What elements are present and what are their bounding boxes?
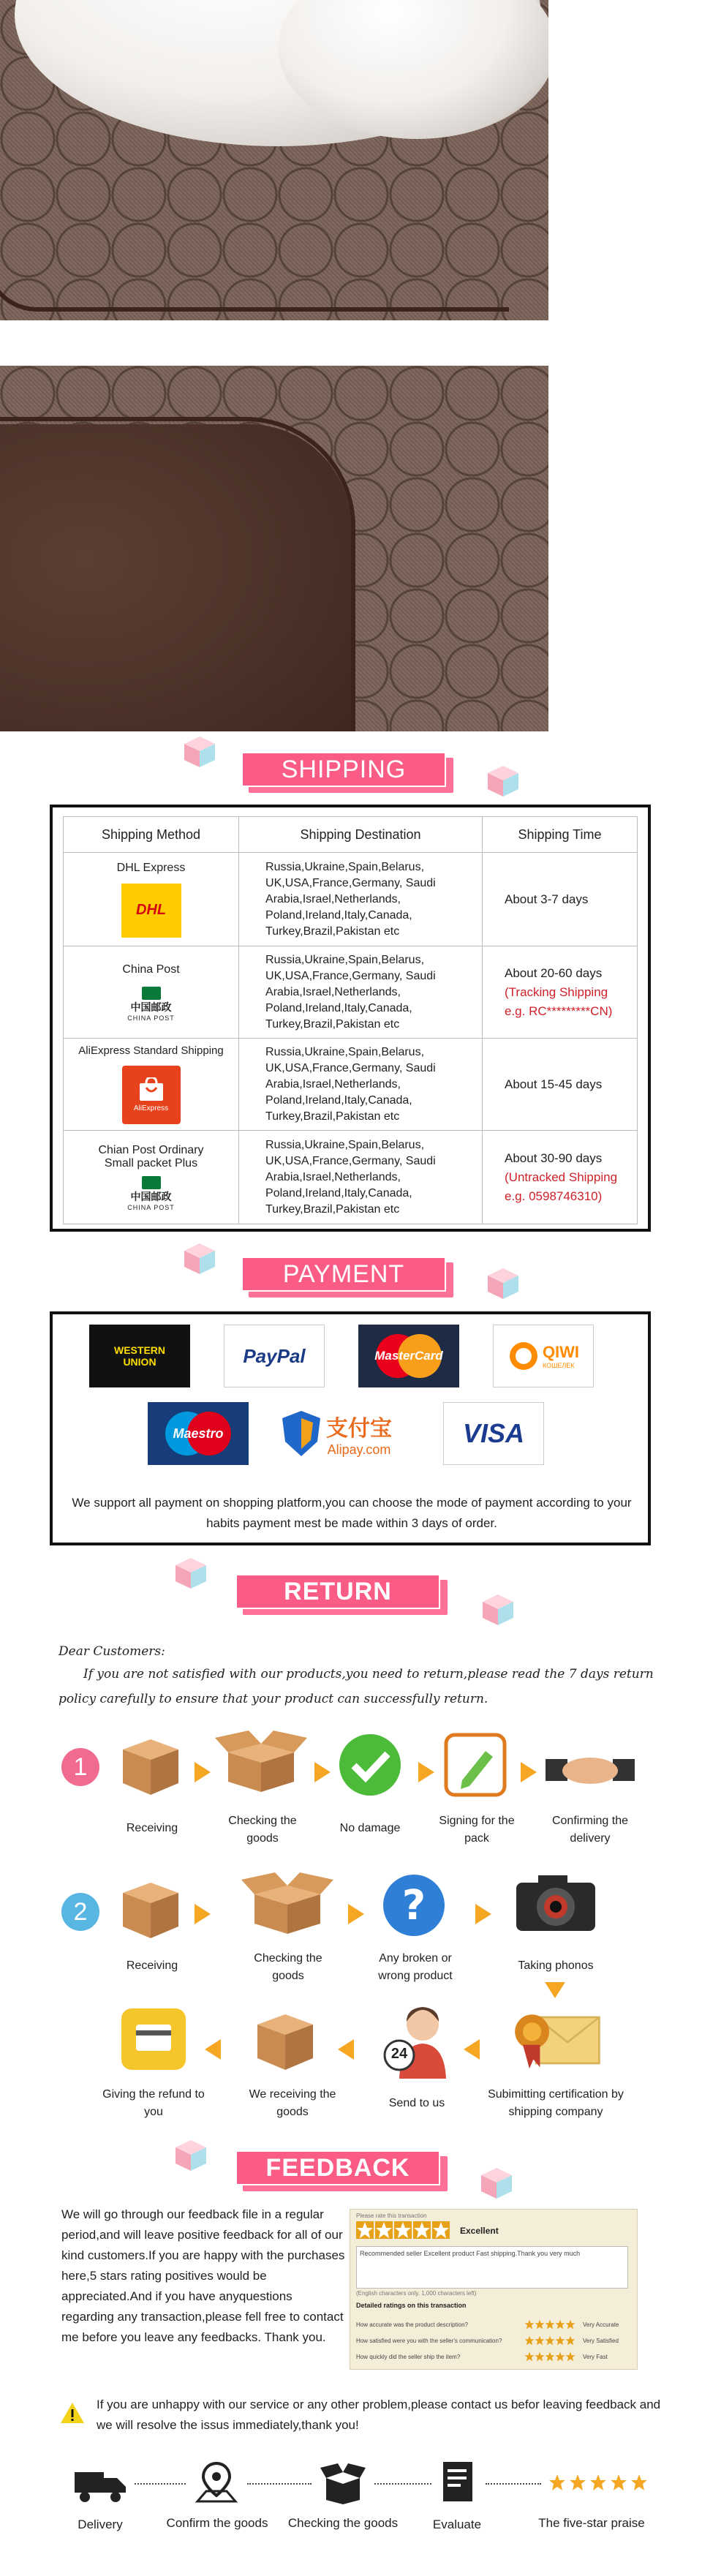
dotted-line xyxy=(247,2483,312,2485)
step-label: Taking phonos xyxy=(518,1959,594,1972)
cube-icon xyxy=(480,2166,513,2200)
shipping-note: (Tracking Shipping e.g. RC*********CN) xyxy=(505,984,613,1018)
header-destination: Shipping Destination xyxy=(239,817,483,853)
rating-stars-small xyxy=(524,2335,583,2346)
shipping-table xyxy=(63,816,638,1224)
chars-left: (English characters only. 1,000 characters left) xyxy=(356,2290,477,2297)
shipping-table-box xyxy=(50,805,651,1232)
cube-icon xyxy=(486,764,520,798)
shipping-title: SHIPPING xyxy=(281,756,407,783)
step-label: No damage xyxy=(339,1822,401,1834)
payment-note: We support all payment on shopping platform,you can choose the mode of payment according to your habits payment mest be made within 3 days of order. xyxy=(72,1496,632,1530)
comment-box xyxy=(356,2246,628,2289)
star-icon xyxy=(524,2335,535,2346)
rating-question: How satisfied were you with the seller's communication? xyxy=(356,2337,502,2344)
cube-icon xyxy=(183,1242,216,1276)
shipping-time: About 20-60 days xyxy=(505,965,603,980)
feedback-rating-panel xyxy=(350,2209,638,2370)
china-post-en: CHINA POST xyxy=(127,1203,175,1211)
arrow-left-icon xyxy=(338,2039,354,2060)
certificate-icon xyxy=(505,2004,607,2070)
star-tile xyxy=(394,2221,412,2239)
handshake-icon xyxy=(543,1736,638,1802)
shipping-note: (Untracked Shipping e.g. 0598746310) xyxy=(505,1170,618,1203)
qiwi-text-wrap xyxy=(543,1343,579,1369)
qiwi-subtext: КОШЕЛЕК xyxy=(542,1362,575,1369)
star-icon xyxy=(413,2221,431,2239)
alipay-cn: 支付宝 xyxy=(326,1416,392,1441)
arrow-down-icon xyxy=(545,1982,565,1998)
star-tile xyxy=(413,2221,431,2239)
arrow-right-icon xyxy=(348,1904,364,1924)
paypal-text: PayPal xyxy=(243,1344,306,1367)
arrow-right-icon xyxy=(195,1762,211,1782)
step-label: Checking the goods xyxy=(254,1952,322,1982)
return-banner xyxy=(235,1574,455,1615)
star-icon xyxy=(630,2474,648,2491)
step-label: Checking the goods xyxy=(228,1815,297,1845)
qiwi-icon xyxy=(507,1340,540,1372)
camera-icon xyxy=(512,1869,600,1935)
method-name: Chian Post Ordinary Small packet Plus xyxy=(98,1143,204,1170)
destination-cell: Russia,Ukraine,Spain,Belarus, UK,USA,France,Germany, Saudi Arabia,Israel,Netherlands, Poland,Ireland,Italy,Canada, Turkey,Brazil,Pakistan etc xyxy=(239,853,483,946)
star-icon xyxy=(555,2335,565,2346)
cube-icon xyxy=(486,1267,520,1300)
detailed-heading: Detailed ratings on this transaction xyxy=(356,2302,467,2309)
star-icon xyxy=(555,2351,565,2362)
maestro-text: Maestro xyxy=(173,1426,224,1441)
star-tile xyxy=(356,2221,374,2239)
visa-text: VISA xyxy=(462,1418,525,1448)
method-name: AliExpress Standard Shipping xyxy=(78,1044,224,1057)
step-label: Receiving xyxy=(126,1822,178,1834)
return-intro: If you are not satisfied with our products,you need to return,please read the 7 days return policy carefully to ensure that your product can successfully return. xyxy=(58,1667,654,1706)
step-label: Subimitting certification by shipping company xyxy=(488,2088,624,2118)
method-name: China Post xyxy=(122,963,180,976)
step-label: Giving the refund to you xyxy=(102,2088,205,2118)
shipping-time: About 3-7 days xyxy=(505,892,589,906)
dotted-line xyxy=(135,2483,186,2485)
rating-stars-small xyxy=(524,2351,583,2362)
star-icon xyxy=(565,2351,575,2362)
step-label: Signing for the pack xyxy=(439,1815,515,1845)
china-post-icon xyxy=(142,1176,161,1189)
cardboard-box-icon xyxy=(116,1875,186,1941)
flow-number-2: 2 xyxy=(61,1893,99,1931)
step-label: Receiving xyxy=(126,1959,178,1972)
china-post-cn: 中国邮政 xyxy=(130,1001,172,1013)
star-tile xyxy=(432,2221,450,2239)
cube-icon xyxy=(183,735,216,769)
rating-question: How quickly did the seller ship the item? xyxy=(356,2353,461,2360)
product-photo-top xyxy=(0,0,548,320)
star-icon xyxy=(565,2335,575,2346)
alipay-en: Alipay.com xyxy=(327,1442,391,1457)
dotted-line xyxy=(374,2483,431,2485)
shipping-banner xyxy=(241,752,461,793)
header-method: Shipping Method xyxy=(64,817,239,853)
star-icon xyxy=(545,2351,555,2362)
shield-icon xyxy=(281,1409,322,1458)
signing-pencil-icon xyxy=(440,1732,510,1798)
open-box-icon xyxy=(240,1869,335,1935)
shipping-time: About 30-90 days xyxy=(505,1150,603,1165)
cube-icon xyxy=(481,1593,515,1627)
china-post-en: CHINA POST xyxy=(127,1014,175,1022)
rating-stars-small xyxy=(524,2319,583,2330)
star-icon xyxy=(535,2319,545,2330)
svg-text:?: ? xyxy=(401,1882,426,1929)
rating-row xyxy=(356,2349,631,2365)
method-name: DHL Express xyxy=(116,861,186,874)
arrow-right-icon xyxy=(195,1904,211,1924)
star-icon xyxy=(589,2474,607,2491)
mastercard-logo xyxy=(358,1325,459,1387)
maestro-logo xyxy=(148,1402,249,1465)
dhl-logo xyxy=(121,884,181,938)
table-row xyxy=(64,946,638,1039)
open-box-outline-icon xyxy=(319,2462,367,2504)
aliexpress-logo-text: AliExpress xyxy=(133,1104,169,1112)
document-icon xyxy=(439,2459,478,2504)
rating-answer: Very Accurate xyxy=(583,2321,619,2328)
customer-service-icon xyxy=(377,1998,458,2079)
aliexpress-logo xyxy=(122,1066,181,1124)
arrow-left-icon xyxy=(205,2039,221,2060)
paypal-logo xyxy=(224,1325,325,1387)
step-label: Confirming the delivery xyxy=(551,1815,629,1845)
arrow-left-icon xyxy=(464,2039,480,2060)
warning-icon xyxy=(60,2402,85,2424)
dhl-logo-text: DHL xyxy=(135,902,167,918)
shipping-time: About 15-45 days xyxy=(505,1077,603,1091)
table-row xyxy=(64,1131,638,1224)
china-post-logo xyxy=(64,1176,238,1211)
alipay-logo xyxy=(281,1402,427,1465)
star-icon xyxy=(535,2335,545,2346)
five-star-icons xyxy=(548,2474,648,2491)
china-post-cn: 中国邮政 xyxy=(130,1190,172,1202)
star-icon xyxy=(535,2351,545,2362)
china-post-icon xyxy=(142,987,161,1000)
flow-number-1: 1 xyxy=(61,1748,99,1786)
bottom-step-label: Delivery xyxy=(78,2517,123,2531)
star-icon xyxy=(555,2319,565,2330)
badge-24: 24 xyxy=(390,2046,408,2062)
product-photo-bottom xyxy=(0,366,548,731)
rating-row xyxy=(356,2316,631,2332)
arrow-right-icon xyxy=(418,1762,434,1782)
feedback-banner xyxy=(235,2150,455,2191)
star-icon xyxy=(545,2319,555,2330)
question-mark-icon xyxy=(379,1872,449,1938)
western-union-text: WESTERN UNION xyxy=(114,1344,165,1368)
star-icon xyxy=(356,2221,374,2239)
star-icon xyxy=(610,2474,627,2491)
delivery-truck-icon xyxy=(73,2465,127,2504)
warning-text: If you are unhappy with our service or any other problem,please contact us befor leaving feedback and we will resolve the issus immediately,thank you! xyxy=(97,2398,661,2432)
step-label: Send to us xyxy=(388,2097,445,2109)
payment-title: PAYMENT xyxy=(282,1260,405,1288)
bottom-step-label: The five-star praise xyxy=(538,2516,645,2530)
star-icon xyxy=(548,2474,566,2491)
return-title: RETURN xyxy=(284,1578,392,1605)
star-icon xyxy=(565,2319,575,2330)
table-row xyxy=(64,853,638,946)
feedback-title: FEEDBACK xyxy=(265,2154,410,2182)
step-label: We receiving the goods xyxy=(249,2088,336,2118)
star-icon xyxy=(545,2335,555,2346)
panel-caption: Please rate this transaction xyxy=(356,2212,427,2219)
step-label: Any broken or wrong product xyxy=(378,1952,453,1982)
table-row xyxy=(64,1039,638,1131)
mastercard-text: MasterCard xyxy=(374,1349,443,1363)
bottom-step-label: Confirm the goods xyxy=(166,2516,268,2530)
arrow-right-icon xyxy=(475,1904,491,1924)
rating-answer: Very Fast xyxy=(583,2353,608,2360)
rating-question: How accurate was the product description? xyxy=(356,2321,468,2328)
qiwi-text: QIWI xyxy=(542,1343,580,1361)
bottom-step-label: Checking the goods xyxy=(287,2516,399,2530)
shopping-bag-icon xyxy=(137,1077,166,1102)
bottom-step-label: Evaluate xyxy=(432,2517,482,2531)
alipay-text-wrap xyxy=(326,1410,392,1458)
refund-card-icon xyxy=(118,2006,189,2071)
comment-text: Recommended seller Excellent product Fast shipping.Thank you very much xyxy=(360,2250,581,2257)
star-tile xyxy=(375,2221,393,2239)
check-circle-icon xyxy=(335,1732,405,1798)
arrow-right-icon xyxy=(314,1762,331,1782)
star-icon xyxy=(375,2221,393,2239)
star-icon xyxy=(569,2474,586,2491)
destination-cell: Russia,Ukraine,Spain,Belarus, UK,USA,France,Germany, Saudi Arabia,Israel,Netherlands, Poland,Ireland,Italy,Canada, Turkey,Brazil,Pakistan etc xyxy=(239,1039,483,1131)
payment-box xyxy=(50,1311,651,1545)
destination-cell: Russia,Ukraine,Spain,Belarus, UK,USA,France,Germany, Saudi Arabia,Israel,Netherlands, Poland,Ireland,Italy,Canada, Turkey,Brazil,Pakistan etc xyxy=(239,946,483,1039)
cube-icon xyxy=(174,2139,208,2172)
qiwi-logo xyxy=(493,1325,594,1387)
destination-cell: Russia,Ukraine,Spain,Belarus, UK,USA,France,Germany, Saudi Arabia,Israel,Netherlands, Poland,Ireland,Italy,Canada, Turkey,Brazil,Pakistan etc xyxy=(239,1131,483,1224)
cardboard-box-icon xyxy=(116,1732,186,1798)
cardboard-box-icon xyxy=(250,2007,320,2073)
rating-answer: Very Satisfied xyxy=(583,2337,619,2344)
china-post-logo xyxy=(64,987,238,1022)
rating-row xyxy=(356,2332,631,2349)
rating-stars xyxy=(356,2221,451,2239)
payment-banner xyxy=(241,1257,461,1298)
star-icon xyxy=(524,2351,535,2362)
star-icon xyxy=(524,2319,535,2330)
visa-logo xyxy=(443,1402,544,1465)
western-union-logo xyxy=(89,1325,190,1387)
open-box-icon xyxy=(214,1728,309,1793)
star-icon xyxy=(432,2221,450,2239)
rating-word: Excellent xyxy=(460,2226,499,2236)
map-pin-icon xyxy=(195,2462,238,2504)
feedback-text: We will go through our feedback file in a regular period,and will leave positive feedback for all of our kind customers.If you are happy with the purchases here,5 stars rating positives would be appreciated.And if you have anyquestions regarding any transaction,please fell free to contact me before you leave any feedbacks. Thank you. xyxy=(61,2207,345,2344)
arrow-right-icon xyxy=(521,1762,537,1782)
star-icon xyxy=(394,2221,412,2239)
detailed-ratings xyxy=(356,2316,631,2365)
return-greeting: Dear Customers: xyxy=(58,1644,165,1659)
header-time: Shipping Time xyxy=(483,817,638,853)
dotted-line xyxy=(486,2483,541,2485)
cube-icon xyxy=(174,1556,208,1590)
